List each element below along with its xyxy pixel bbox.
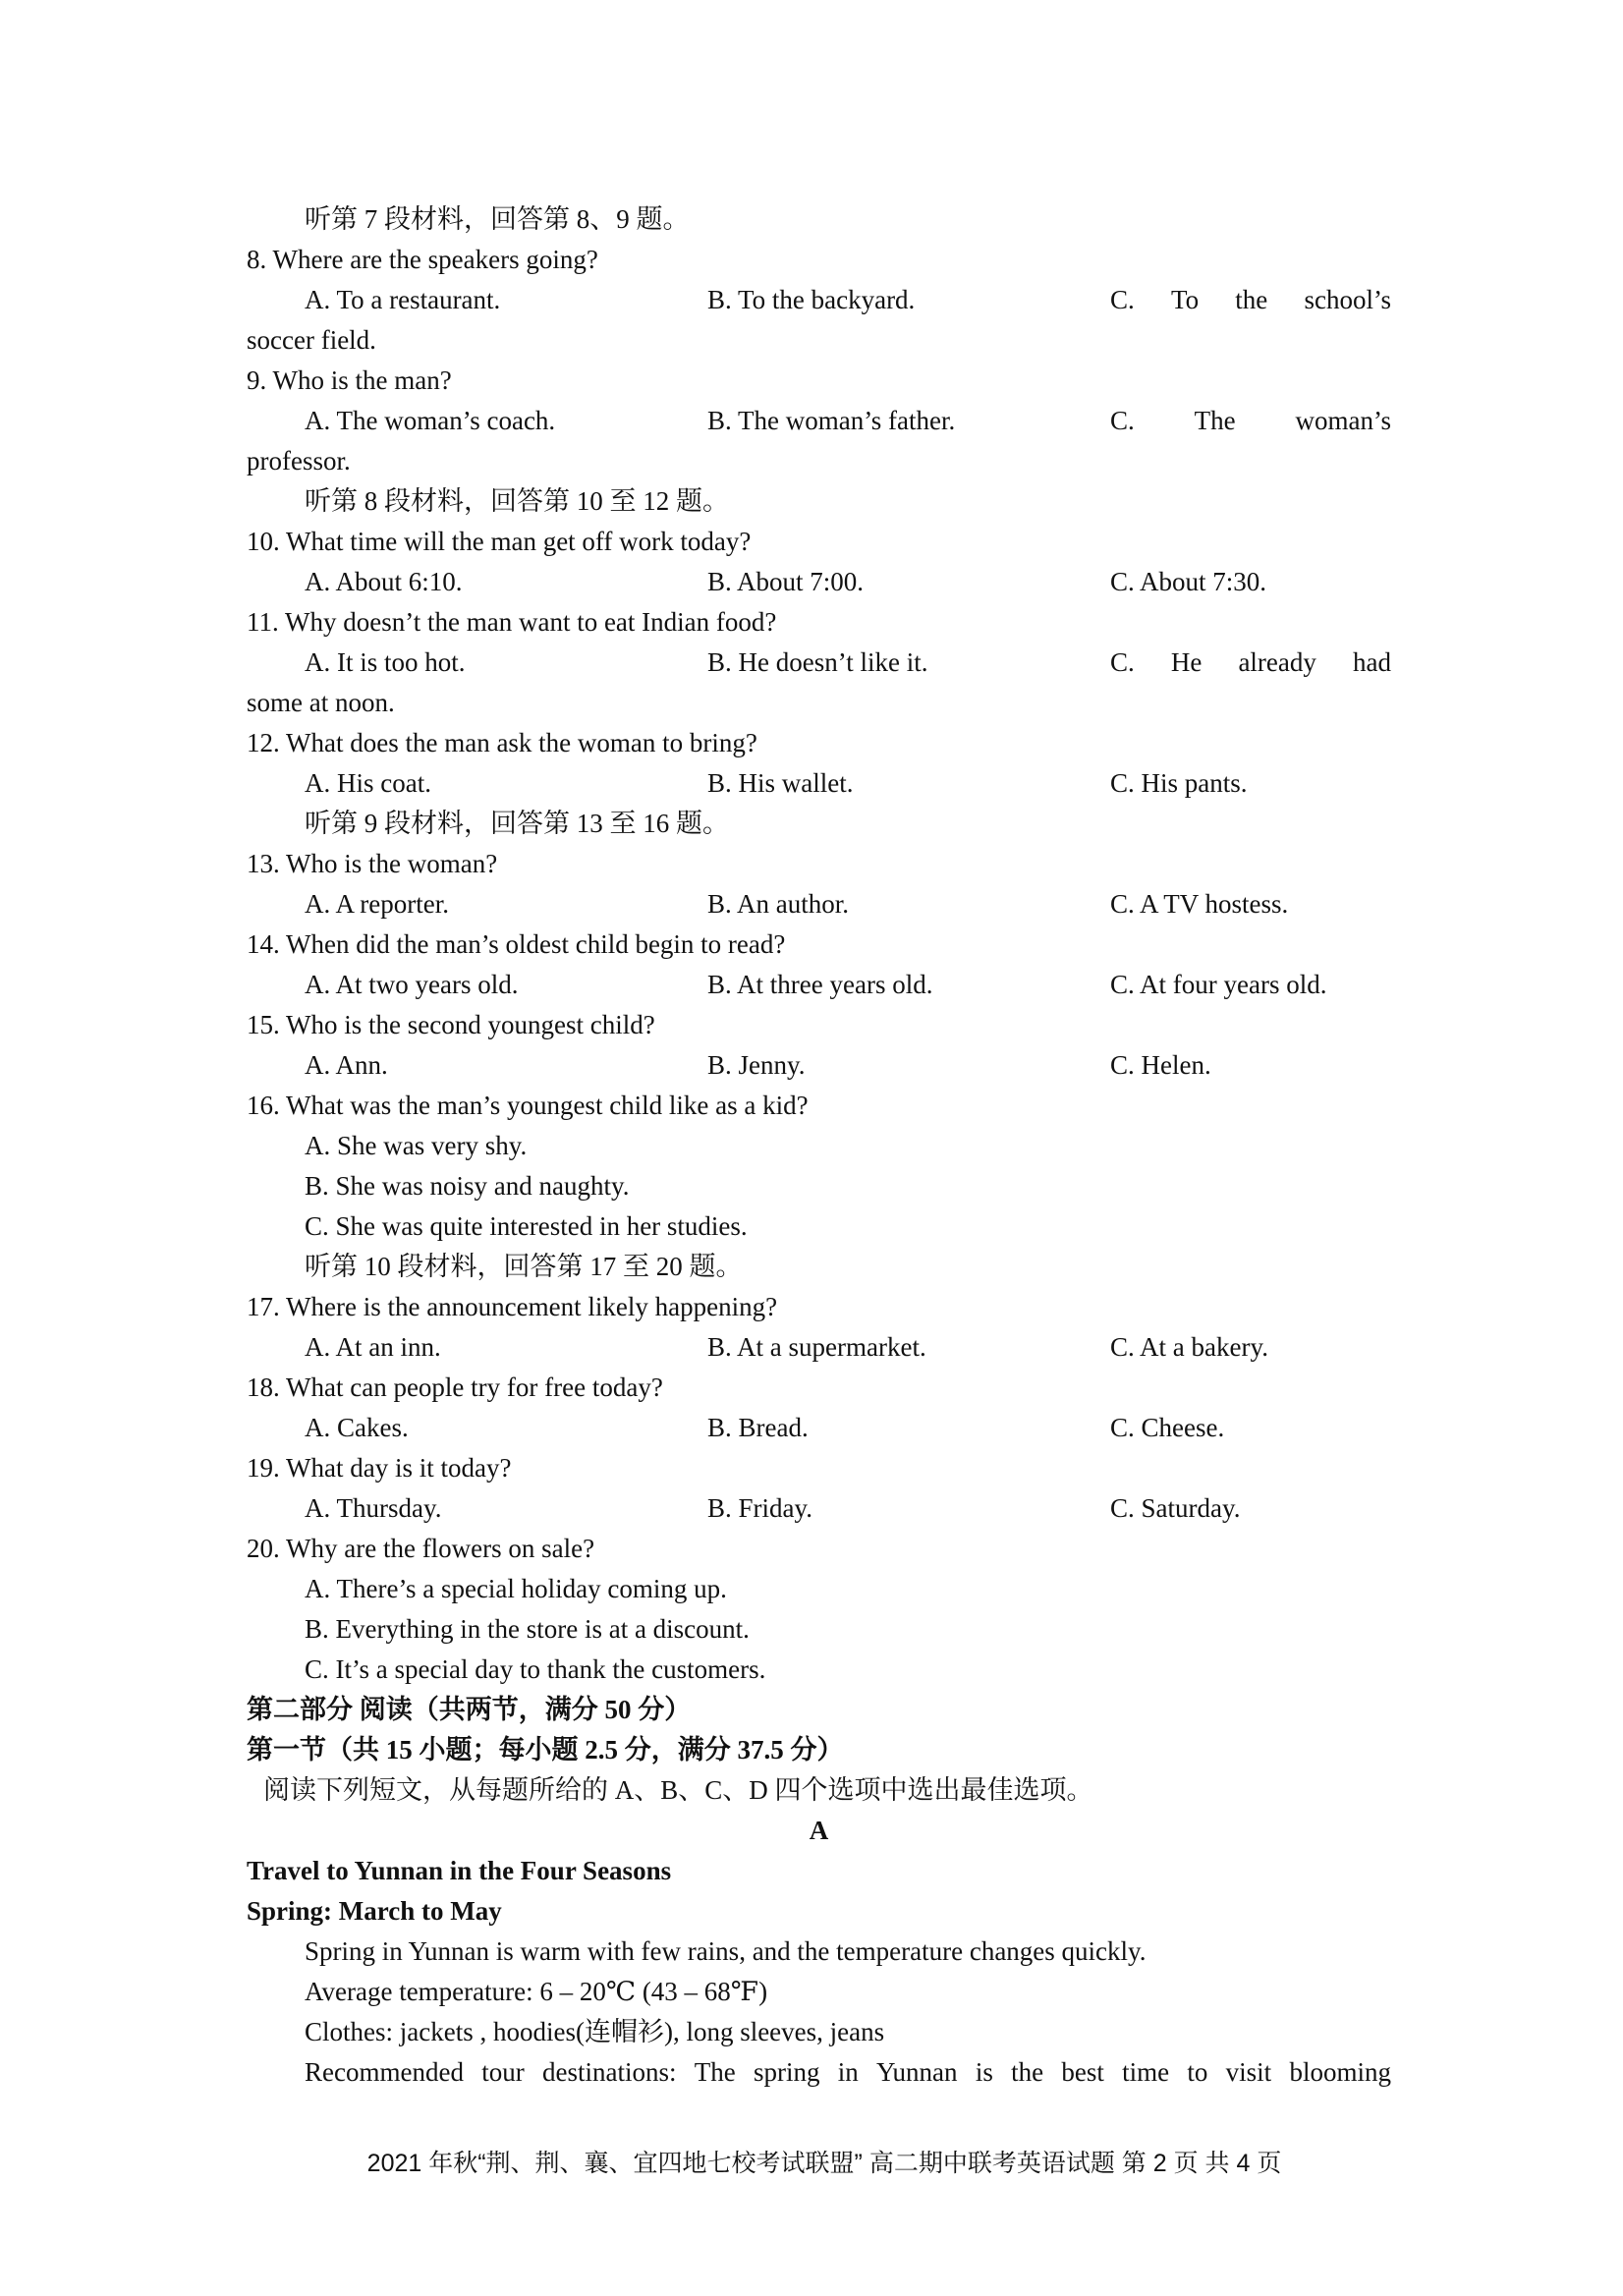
option-c: C. Cheese. (1110, 1413, 1225, 1442)
option-a: A. There’s a special holiday coming up. (305, 1574, 727, 1603)
option-c (1110, 280, 1391, 320)
word: C. (1110, 647, 1135, 677)
option-b: B. At a supermarket. (707, 1332, 926, 1362)
paragraph: Spring in Yunnan is warm with few rains, and the temperature changes quickly. (305, 1936, 1147, 1966)
section-instruction: 听第 10 段材料，回答第 17 至 20 题。 (305, 1252, 743, 1281)
reading-instruction: 阅读下列短文，从每题所给的 A、B、C、D 四个选项中选出最佳选项。 (263, 1775, 1093, 1805)
word: tour (481, 2057, 525, 2087)
section-instruction: 听第 9 段材料，回答第 13 至 16 题。 (305, 809, 729, 838)
page-footer: 2021 年秋“荆、荆、襄、宜四地七校考试联盟” 高二期中联考英语试题 第 2 页 共 4 页 (366, 2150, 1282, 2177)
options-13 (247, 884, 1391, 924)
section-instruction: 听第 8 段材料，回答第 10 至 12 题。 (305, 486, 729, 516)
spring-heading: Spring: March to May (247, 1896, 502, 1926)
option-a: A. She was very shy. (305, 1131, 528, 1160)
question-16: 16. What was the man’s youngest child like as a kid? (247, 1091, 809, 1120)
word: is (975, 2057, 993, 2087)
question-17: 17. Where is the announcement likely happening? (247, 1292, 778, 1321)
average-temperature: Average temperature: 6 – 20℃ (43 – 68℉) (305, 1977, 768, 2006)
options-10 (247, 562, 1391, 602)
word: had (1352, 647, 1391, 677)
option-c-continued: some at noon. (247, 688, 395, 717)
word: the (1011, 2057, 1044, 2087)
option-a: A. His coat. (305, 768, 431, 798)
question-9: 9. Who is the man? (247, 365, 452, 395)
part-heading: 第二部分 阅读（共两节，满分 50 分） (247, 1695, 692, 1724)
word: He (1170, 647, 1203, 677)
word: already (1238, 647, 1316, 677)
option-b: B. Jenny. (707, 1050, 806, 1080)
option-b: B. She was noisy and naughty. (305, 1171, 630, 1201)
option-c: C. She was quite interested in her studies. (305, 1211, 748, 1241)
option-b: B. To the backyard. (707, 285, 916, 314)
word: time (1122, 2057, 1170, 2087)
option-a: A. At two years old. (305, 970, 519, 999)
options-12 (247, 763, 1391, 804)
word: The (1194, 406, 1236, 435)
option-a: A. About 6:10. (305, 567, 463, 596)
option-c: C. His pants. (1110, 768, 1248, 798)
option-a: A. It is too hot. (305, 647, 466, 677)
option-c: C. Helen. (1110, 1050, 1211, 1080)
option-b: B. About 7:00. (707, 567, 865, 596)
option-b: B. At three years old. (707, 970, 933, 999)
option-c (1110, 401, 1391, 441)
option-c-continued: professor. (247, 446, 351, 476)
word: in (837, 2057, 859, 2087)
word: To (1170, 285, 1200, 314)
page-content (247, 199, 1391, 2093)
word: to (1187, 2057, 1208, 2087)
word: spring (754, 2057, 820, 2087)
option-c: C. It’s a special day to thank the customers. (305, 1654, 766, 1684)
option-c: C. At four years old. (1110, 970, 1327, 999)
word: blooming (1289, 2057, 1391, 2087)
question-15: 15. Who is the second youngest child? (247, 1010, 655, 1039)
question-11: 11. Why doesn’t the man want to eat Indian food? (247, 607, 777, 637)
option-a: A. Cakes. (305, 1413, 409, 1442)
option-a: A. At an inn. (305, 1332, 441, 1362)
option-b: B. Everything in the store is at a discount. (305, 1614, 750, 1644)
word: Yunnan (876, 2057, 958, 2087)
question-14: 14. When did the man’s oldest child begin to read? (247, 929, 786, 959)
option-b: B. Bread. (707, 1413, 809, 1442)
options-19 (247, 1488, 1391, 1529)
word: destinations: (541, 2057, 677, 2087)
section-heading: 第一节（共 15 小题；每小题 2.5 分，满分 37.5 分） (247, 1735, 844, 1764)
options-11 (247, 643, 1391, 683)
option-a: A. Thursday. (305, 1493, 442, 1523)
passage-title: Travel to Yunnan in the Four Seasons (247, 1856, 672, 1885)
question-10: 10. What time will the man get off work today? (247, 527, 752, 556)
question-18: 18. What can people try for free today? (247, 1372, 663, 1402)
option-a: A. A reporter. (305, 889, 449, 919)
word: best (1061, 2057, 1104, 2087)
option-c-continued: soccer field. (247, 325, 376, 355)
section-instruction: 听第 7 段材料，回答第 8、9 题。 (305, 204, 690, 234)
options-15 (247, 1045, 1391, 1086)
option-a: A. The woman’s coach. (305, 406, 556, 435)
option-a: A. Ann. (305, 1050, 388, 1080)
question-19: 19. What day is it today? (247, 1453, 512, 1483)
option-c: C. About 7:30. (1110, 567, 1267, 596)
options-9 (247, 401, 1391, 441)
option-b: B. The woman’s father. (707, 406, 956, 435)
passage-letter: A (809, 1816, 829, 1845)
word: woman’s (1295, 406, 1391, 435)
word: C. (1110, 285, 1135, 314)
word: the (1235, 285, 1268, 314)
option-c: C. A TV hostess. (1110, 889, 1289, 919)
word: school’s (1304, 285, 1391, 314)
word: The (694, 2057, 736, 2087)
recommended-destinations (247, 2052, 1391, 2093)
options-8 (247, 280, 1391, 320)
option-c: C. At a bakery. (1110, 1332, 1268, 1362)
word: Recommended (305, 2057, 464, 2087)
option-c (1110, 643, 1391, 683)
option-c: C. Saturday. (1110, 1493, 1241, 1523)
question-8: 8. Where are the speakers going? (247, 245, 598, 274)
word: C. (1110, 406, 1135, 435)
option-a: A. To a restaurant. (305, 285, 501, 314)
option-b: B. Friday. (707, 1493, 812, 1523)
options-17 (247, 1327, 1391, 1368)
question-20: 20. Why are the flowers on sale? (247, 1534, 595, 1563)
clothes: Clothes: jackets , hoodies(连帽衫), long sleeves, jeans (305, 2017, 885, 2046)
option-b: B. He doesn’t like it. (707, 647, 928, 677)
options-18 (247, 1408, 1391, 1448)
option-b: B. An author. (707, 889, 850, 919)
options-14 (247, 965, 1391, 1005)
word: visit (1225, 2057, 1272, 2087)
option-b: B. His wallet. (707, 768, 854, 798)
question-12: 12. What does the man ask the woman to bring? (247, 728, 757, 757)
question-13: 13. Who is the woman? (247, 849, 498, 878)
